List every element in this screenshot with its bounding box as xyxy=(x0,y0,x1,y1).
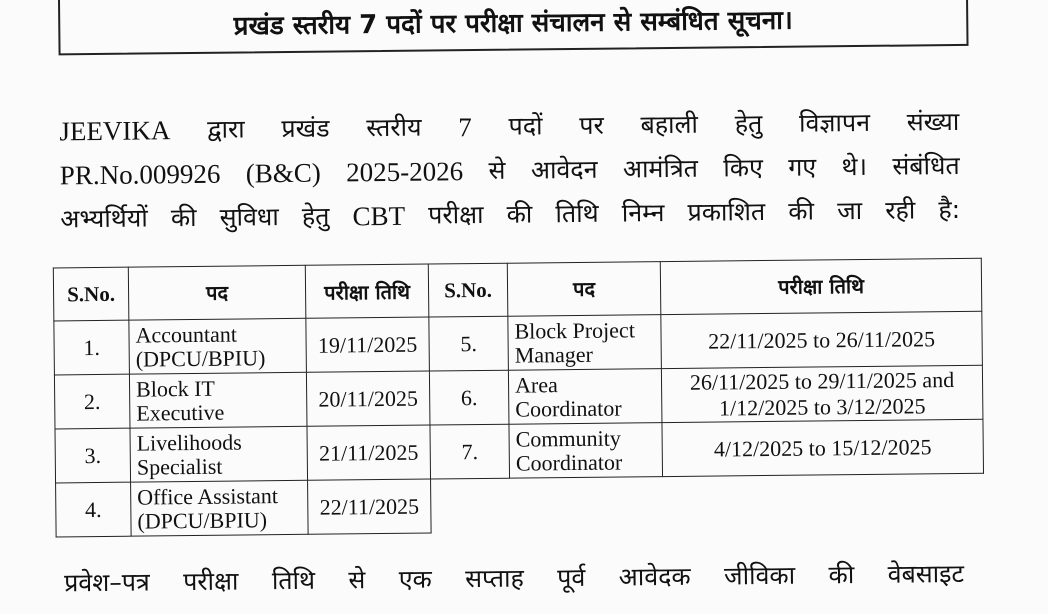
cell-post xyxy=(130,426,308,482)
table-row xyxy=(55,419,984,483)
intro_line3-word: रही xyxy=(885,195,916,225)
date2-line-1: 26/11/2025 to 29/11/2025 and xyxy=(689,366,955,395)
bottom_line-word: से xyxy=(348,565,366,595)
intro_line3-word: निम्न xyxy=(621,198,665,228)
header-sno: S.No. xyxy=(53,267,129,321)
post2-line-1: Area xyxy=(514,371,558,398)
intro-line-1 xyxy=(59,100,959,153)
header-date-2: परीक्षा तिथि xyxy=(660,258,982,314)
post-line-2: (DPCU/BPIU) xyxy=(135,344,266,372)
bottom_line-word: पूर्व xyxy=(557,562,586,593)
intro_line3-word: है: xyxy=(938,194,961,225)
table-row xyxy=(56,473,985,537)
intro_line1-word: बहाली xyxy=(640,109,699,140)
post-line-1: Office Assistant xyxy=(137,482,279,510)
post-line-1: Accountant xyxy=(135,321,238,348)
empty-cell xyxy=(431,473,985,533)
post2-line-1: Community xyxy=(515,425,621,452)
cell-post xyxy=(131,480,309,536)
intro_line3-word: की xyxy=(506,199,533,229)
title-box xyxy=(58,0,969,55)
post-line-1: Block IT xyxy=(135,375,216,402)
bottom-line xyxy=(64,556,964,599)
post-line-2: Specialist xyxy=(136,453,223,480)
intro_line1-word: संख्या xyxy=(906,106,960,137)
intro-line-3 xyxy=(60,188,960,241)
cell-date: 22/11/2025 xyxy=(308,479,432,534)
post-line-2: (DPCU/BPIU) xyxy=(137,506,268,534)
intro_line1-word: 7 xyxy=(458,112,472,143)
intro_line2-word: आमंत्रित xyxy=(622,153,699,184)
date2-line-1: 22/11/2025 to 26/11/2025 xyxy=(708,325,936,354)
bottom_line-word: आवेदक xyxy=(618,561,691,592)
intro_line3-word: सुविधा xyxy=(219,202,279,232)
intro_line1-word: प्रखंड xyxy=(281,113,330,144)
cell-date-2 xyxy=(661,365,983,422)
post2-line-2: Manager xyxy=(514,341,594,368)
intro_line3-word: प्रकाशित xyxy=(687,196,766,227)
cell-post xyxy=(129,318,307,374)
date2-line-2: 1/12/2025 to 3/12/2025 xyxy=(718,392,926,420)
bottom_line-word: वेबसाइट xyxy=(887,558,965,589)
table-row xyxy=(54,311,983,375)
intro_line3-word: परीक्षा xyxy=(428,199,484,230)
cell-date-2 xyxy=(662,419,984,476)
cell-date: 19/11/2025 xyxy=(306,317,430,372)
cell-post xyxy=(129,372,307,428)
cell-post-2 xyxy=(508,369,662,425)
cell-sno: 4. xyxy=(56,482,132,537)
bottom_line-word: प्रवेश–पत्र xyxy=(63,567,150,598)
cell-post-2 xyxy=(508,315,662,371)
intro_line2-word: किए xyxy=(723,153,763,183)
cell-date: 20/11/2025 xyxy=(306,371,430,426)
cell-sno: 3. xyxy=(55,428,131,483)
date2-line-1: 4/12/2025 to 15/12/2025 xyxy=(713,433,932,462)
intro_line1-word: हेतु xyxy=(734,109,763,139)
cell-sno: 2. xyxy=(54,374,130,429)
cell-sno-2: 6. xyxy=(429,370,509,425)
header-sno-2: S.No. xyxy=(428,263,508,317)
bottom_line-word: परीक्षा xyxy=(182,566,239,597)
post-line-2: Executive xyxy=(136,399,225,426)
intro_line1-word: पर xyxy=(579,110,604,140)
intro_line2-word: थे। xyxy=(841,151,868,182)
table-row xyxy=(54,365,983,429)
cell-sno-2: 7. xyxy=(430,424,510,479)
bottom_line-word: तिथि xyxy=(271,565,316,596)
intro_line1-word: स्तरीय xyxy=(366,112,422,143)
post2-line-2: Coordinator xyxy=(515,395,622,422)
notice-title: प्रखंड स्तरीय 7 पदों पर परीक्षा संचालन से सम्बंधित सूचना। xyxy=(233,5,793,42)
bottom_line-word: जीविका xyxy=(723,560,796,591)
intro_line1-word: पदों xyxy=(508,111,543,141)
header-date: परीक्षा तिथि xyxy=(305,264,429,318)
intro_line2-word: आवेदन xyxy=(530,154,598,185)
header-post: पद xyxy=(128,265,306,320)
post-line-1: Livelihoods xyxy=(136,428,242,456)
post2-line-2: Coordinator xyxy=(515,449,623,476)
intro_line2-word: संबंधित xyxy=(892,150,960,181)
intro_line3-word: की xyxy=(170,202,197,233)
intro_line2-word: 2025-2026 xyxy=(346,156,464,188)
cell-date: 21/11/2025 xyxy=(307,425,431,480)
post2-line-1: Block Project xyxy=(514,316,635,344)
bottom_line-word: एक xyxy=(398,564,432,594)
intro_line1-word: द्वारा xyxy=(206,114,245,144)
bottom_line-word: की xyxy=(828,560,855,590)
intro_line3-word: जा xyxy=(836,195,863,226)
cell-date-2 xyxy=(661,311,983,368)
cell-post-2 xyxy=(509,423,663,479)
exam-schedule-table xyxy=(53,258,985,538)
intro_line3-word: की xyxy=(788,196,815,226)
intro_line2-word: (B&C) xyxy=(245,157,321,189)
intro_line3-word: तिथि xyxy=(555,198,599,229)
intro_line2-word: गए xyxy=(788,152,817,182)
intro-paragraph xyxy=(59,100,960,241)
intro_line2-word: PR.No.009926 xyxy=(59,158,221,191)
intro_line1-word: विज्ञापन xyxy=(798,107,871,138)
cell-sno: 1. xyxy=(54,320,130,375)
intro_line1-word: JEEVIKA xyxy=(59,115,171,147)
intro_line3-word: हेतु xyxy=(301,201,330,231)
intro_line2-word: से xyxy=(488,155,506,185)
intro_line3-word: CBT xyxy=(352,200,406,232)
bottom_line-word: सप्ताह xyxy=(465,563,524,594)
cell-sno-2: 5. xyxy=(429,316,509,371)
intro_line3-word: अभ्यर्थियों xyxy=(60,203,148,234)
header-post-2: पद xyxy=(507,262,661,317)
table-header-row xyxy=(53,258,982,321)
